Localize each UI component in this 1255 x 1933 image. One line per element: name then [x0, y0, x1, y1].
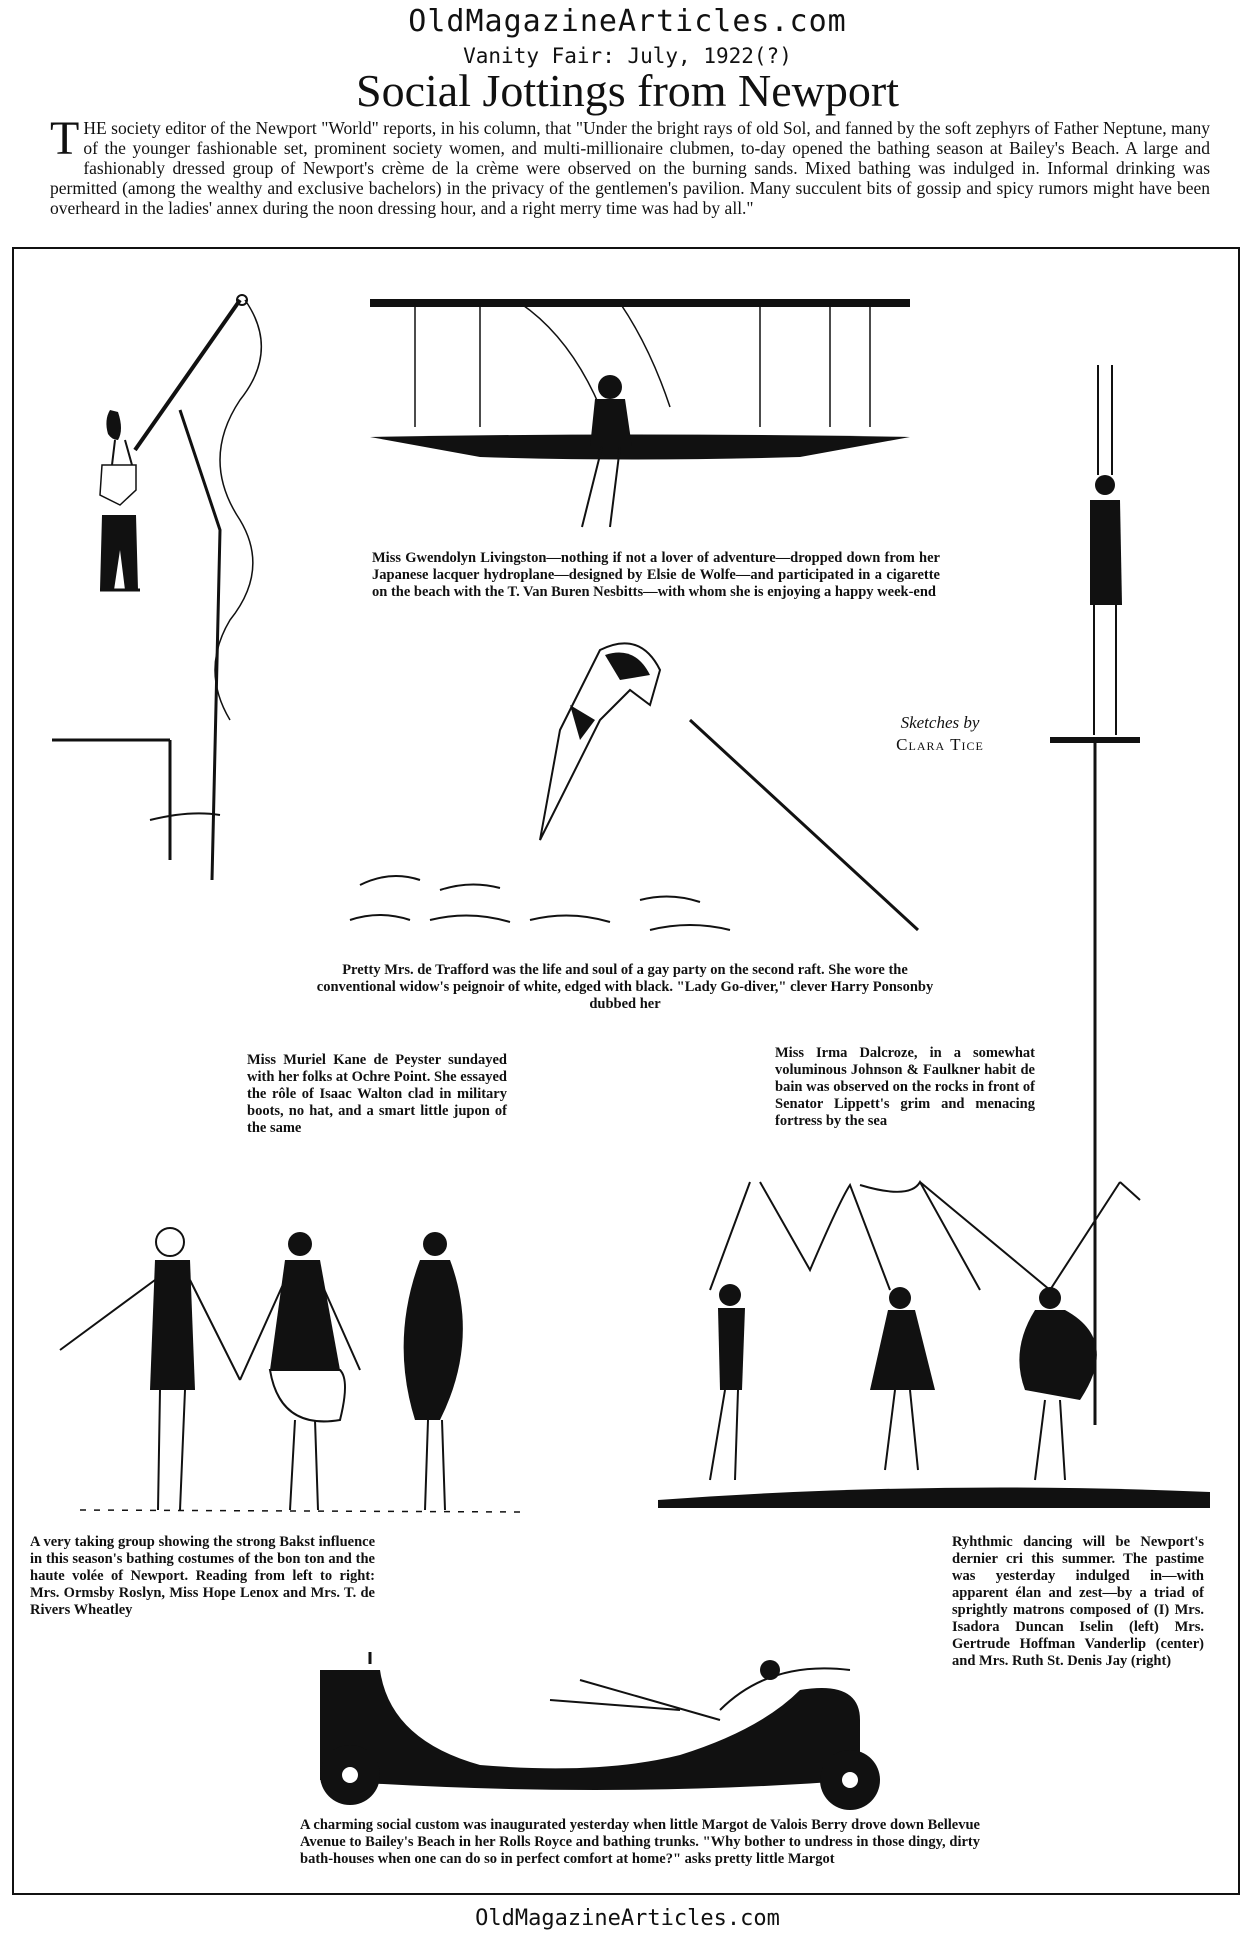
- source-line: Vanity Fair: July, 1922(?): [463, 44, 792, 68]
- intro-paragraph: [50, 112, 1210, 218]
- dancers-sketch: [650, 1180, 1210, 1510]
- credit-line-2: Clara Tice: [896, 735, 984, 754]
- caption-group: A very taking group showing the strong Bakst influence in this season's bathing costumes of the bon ton and the haute volée of Newport. Reading from left to right: Mrs. Ormsby Roslyn, Miss Hope Lenox and Mrs. T. de Rivers Wheatley: [30, 1534, 375, 1618]
- bathers-group-sketch: [40, 1220, 520, 1520]
- caption-peyster: Miss Muriel Kane de Peyster sundayed with her folks at Ochre Point. She essayed the rôle of Isaac Walton clad in military boots, no hat, and a smart little jupon of the same: [247, 1052, 507, 1136]
- hydroplane-sketch: [370, 297, 910, 557]
- site-footer: OldMagazineArticles.com: [475, 1906, 780, 1931]
- drop-cap: T: [50, 112, 80, 165]
- credit-line-1: Sketches by: [900, 713, 980, 732]
- caption-dancing: Ryhthmic dancing will be Newport's dernier cri this summer. The pastime was yesterday indulged in—with apparent élan and zest—by a triad of sprightly matrons composed of (I) Mrs. Isadora Duncan Iselin (left) Mrs. Gertrude Hoffman Vanderlip (center) and Mrs. Ruth St. Denis Jay (right): [952, 1534, 1204, 1669]
- intro-text: HE society editor of the Newport "World" reports, in his column, that "Under the bright rays of old Sol, and fanned by the soft zephyrs of Father Neptune, many of the younger fashionable set, prominent society women, and multi-millionaire clubmen, to-day opened the bathing season at Bailey's Beach. A large and fashionably dressed group of Newport's crème de la crème were observed on the burning sands. Mixed bathing was indulged in. Informal drinking was permitted (among the wealthy and exclusive bachelors) in the privacy of the gentlemen's pavilion. Many succulent bits of gossip and spicy rumors might have been overheard in the ladies' annex during the noon dressing hour, and a right merry time was had by all.": [50, 118, 1210, 218]
- article-title: Social Jottings from Newport: [356, 65, 899, 116]
- caption-trafford: Pretty Mrs. de Trafford was the life and soul of a gay party on the second raft. She wore the conventional widow's peignoir of white, edged with black. "Lady Go-diver," clever Harry Ponsonby dubbed her: [316, 962, 934, 1012]
- go-diver-sketch: [350, 630, 930, 950]
- caption-berry: A charming social custom was inaugurated yesterday when little Margot de Valois Berry drove down Bellevue Avenue to Bailey's Beach in her Rolls Royce and bathing trunks. "Why bother to undress in those dingy, dirty bath-houses when one can do so in perfect comfort at home?" asks pretty little Margot: [300, 1817, 980, 1867]
- site-header: OldMagazineArticles.com: [408, 4, 847, 39]
- caption-livingston: Miss Gwendolyn Livingston—nothing if not a lover of adventure—dropped down from her Japanese lacquer hydroplane—designed by Elsie de Wolfe—and participated in a cigarette on the beach with the T. Van Buren Nesbitts—with whom she is enjoying a happy week-end: [372, 550, 940, 600]
- angler-sketch: [40, 290, 300, 910]
- sketch-credit: [860, 712, 1020, 756]
- caption-dalcroze: Miss Irma Dalcroze, in a somewhat voluminous Johnson & Faulkner habit de bain was observed on the rocks in front of Senator Lippett's grim and menacing fortress by the sea: [775, 1045, 1035, 1129]
- rolls-royce-sketch: [300, 1640, 900, 1820]
